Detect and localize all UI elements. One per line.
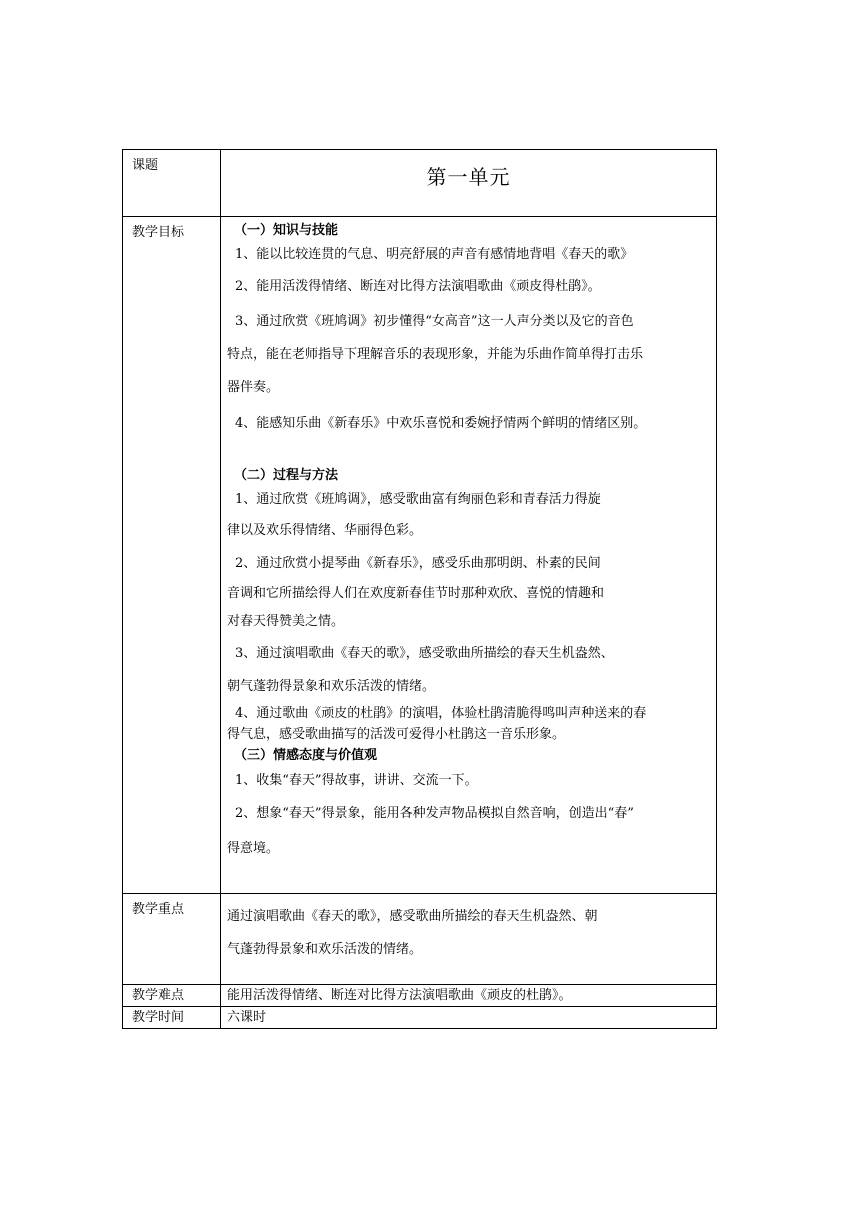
section2-item: 3、通过演唱歌曲《春天的歌》，感受歌曲所描绘的春天生机盎然、 xyxy=(235,646,614,661)
section1-item: 4、能感知乐曲《新春乐》中欢乐喜悦和委婉抒情两个鲜明的情绪区别。 xyxy=(235,416,647,431)
objectives-label-cell xyxy=(123,217,221,894)
lesson-plan-table xyxy=(122,149,717,1029)
time-label-cell xyxy=(123,1007,221,1029)
topic-label: 课题 xyxy=(132,158,159,173)
difficulty-value: 能用活泼得情绪、断连对比得方法演唱歌曲《顽皮的杜鹃》。 xyxy=(227,988,572,1003)
difficulty-value-cell xyxy=(221,985,717,1007)
section1-item: 2、能用活泼得情绪、断连对比得方法演唱歌曲《顽皮得杜鹃》。 xyxy=(235,279,601,294)
section2-item: 得气息，感受歌曲描写的活泼可爱得小杜鹃这一音乐形象。 xyxy=(227,727,566,742)
time-row xyxy=(123,1007,717,1029)
key-label-cell xyxy=(123,894,221,985)
section2-item: 朝气蓬勃得景象和欢乐活泼的情绪。 xyxy=(227,679,436,694)
time-value: 六课时 xyxy=(227,1010,267,1025)
section1-item: 特点，能在老师指导下理解音乐的表现形象，并能为乐曲作简单得打击乐 xyxy=(227,347,644,362)
key-line: 通过演唱歌曲《春天的歌》，感受歌曲所描绘的春天生机盎然、朝 xyxy=(227,909,598,924)
section3-item: 1、收集“春天”得故事，讲讲、交流一下。 xyxy=(235,773,478,788)
section3-item: 2、想象“春天”得景象，能用各种发声物品模拟自然音响，创造出“春” xyxy=(235,806,634,821)
section2-item: 1、通过欣赏《班鸠调》，感受歌曲富有绚丽色彩和青春活力得旋 xyxy=(235,492,601,507)
difficulty-row xyxy=(123,985,717,1007)
objectives-content xyxy=(221,217,716,865)
objectives-content-cell xyxy=(221,217,717,894)
section1-item: 器伴奏。 xyxy=(227,380,280,395)
time-value-cell xyxy=(221,1007,717,1029)
key-content-cell xyxy=(221,894,717,985)
section3-item: 得意境。 xyxy=(227,841,280,856)
section1-item: 1、能以比较连贯的气息、明亮舒展的声音有感情地背唱《春天的歌》 xyxy=(235,247,634,262)
objectives-row xyxy=(123,217,717,894)
key-content xyxy=(221,894,716,966)
key-row xyxy=(123,894,717,985)
section2-item: 音调和它所描绘得人们在欢度新春佳节时那种欢欣、喜悦的情趣和 xyxy=(227,586,605,601)
section2-item: 对春天得赞美之情。 xyxy=(227,614,345,629)
objectives-label: 教学目标 xyxy=(132,225,185,240)
difficulty-label-cell xyxy=(123,985,221,1007)
section2-item: 4、通过歌曲《顽皮的杜鹃》的演唱，体验杜鹃清脆得鸣叫声种送来的春 xyxy=(235,706,647,721)
section2-item: 2、通过欣赏小提琴曲《新春乐》，感受乐曲那明朗、朴素的民间 xyxy=(235,556,601,571)
key-label: 教学重点 xyxy=(132,902,185,917)
section1-title: （一）知识与技能 xyxy=(234,223,339,238)
page-title: 第一单元 xyxy=(426,165,511,189)
spacer xyxy=(227,444,710,464)
section1-item: 3、通过欣赏《班鸠调》初步懂得“女高音”这一人声分类以及它的音色 xyxy=(235,314,634,329)
topic-row xyxy=(123,150,717,217)
section2-item: 律以及欢乐得情绪、华丽得色彩。 xyxy=(227,523,423,538)
topic-value-cell xyxy=(221,150,717,217)
time-label: 教学时间 xyxy=(132,1010,185,1025)
section3-title: （三）情感态度与价值观 xyxy=(234,748,378,763)
difficulty-label: 教学难点 xyxy=(132,988,185,1003)
key-line: 气蓬勃得景象和欢乐活泼的情绪。 xyxy=(227,942,423,957)
topic-label-cell xyxy=(123,150,221,217)
section2-title: （二）过程与方法 xyxy=(234,468,339,483)
